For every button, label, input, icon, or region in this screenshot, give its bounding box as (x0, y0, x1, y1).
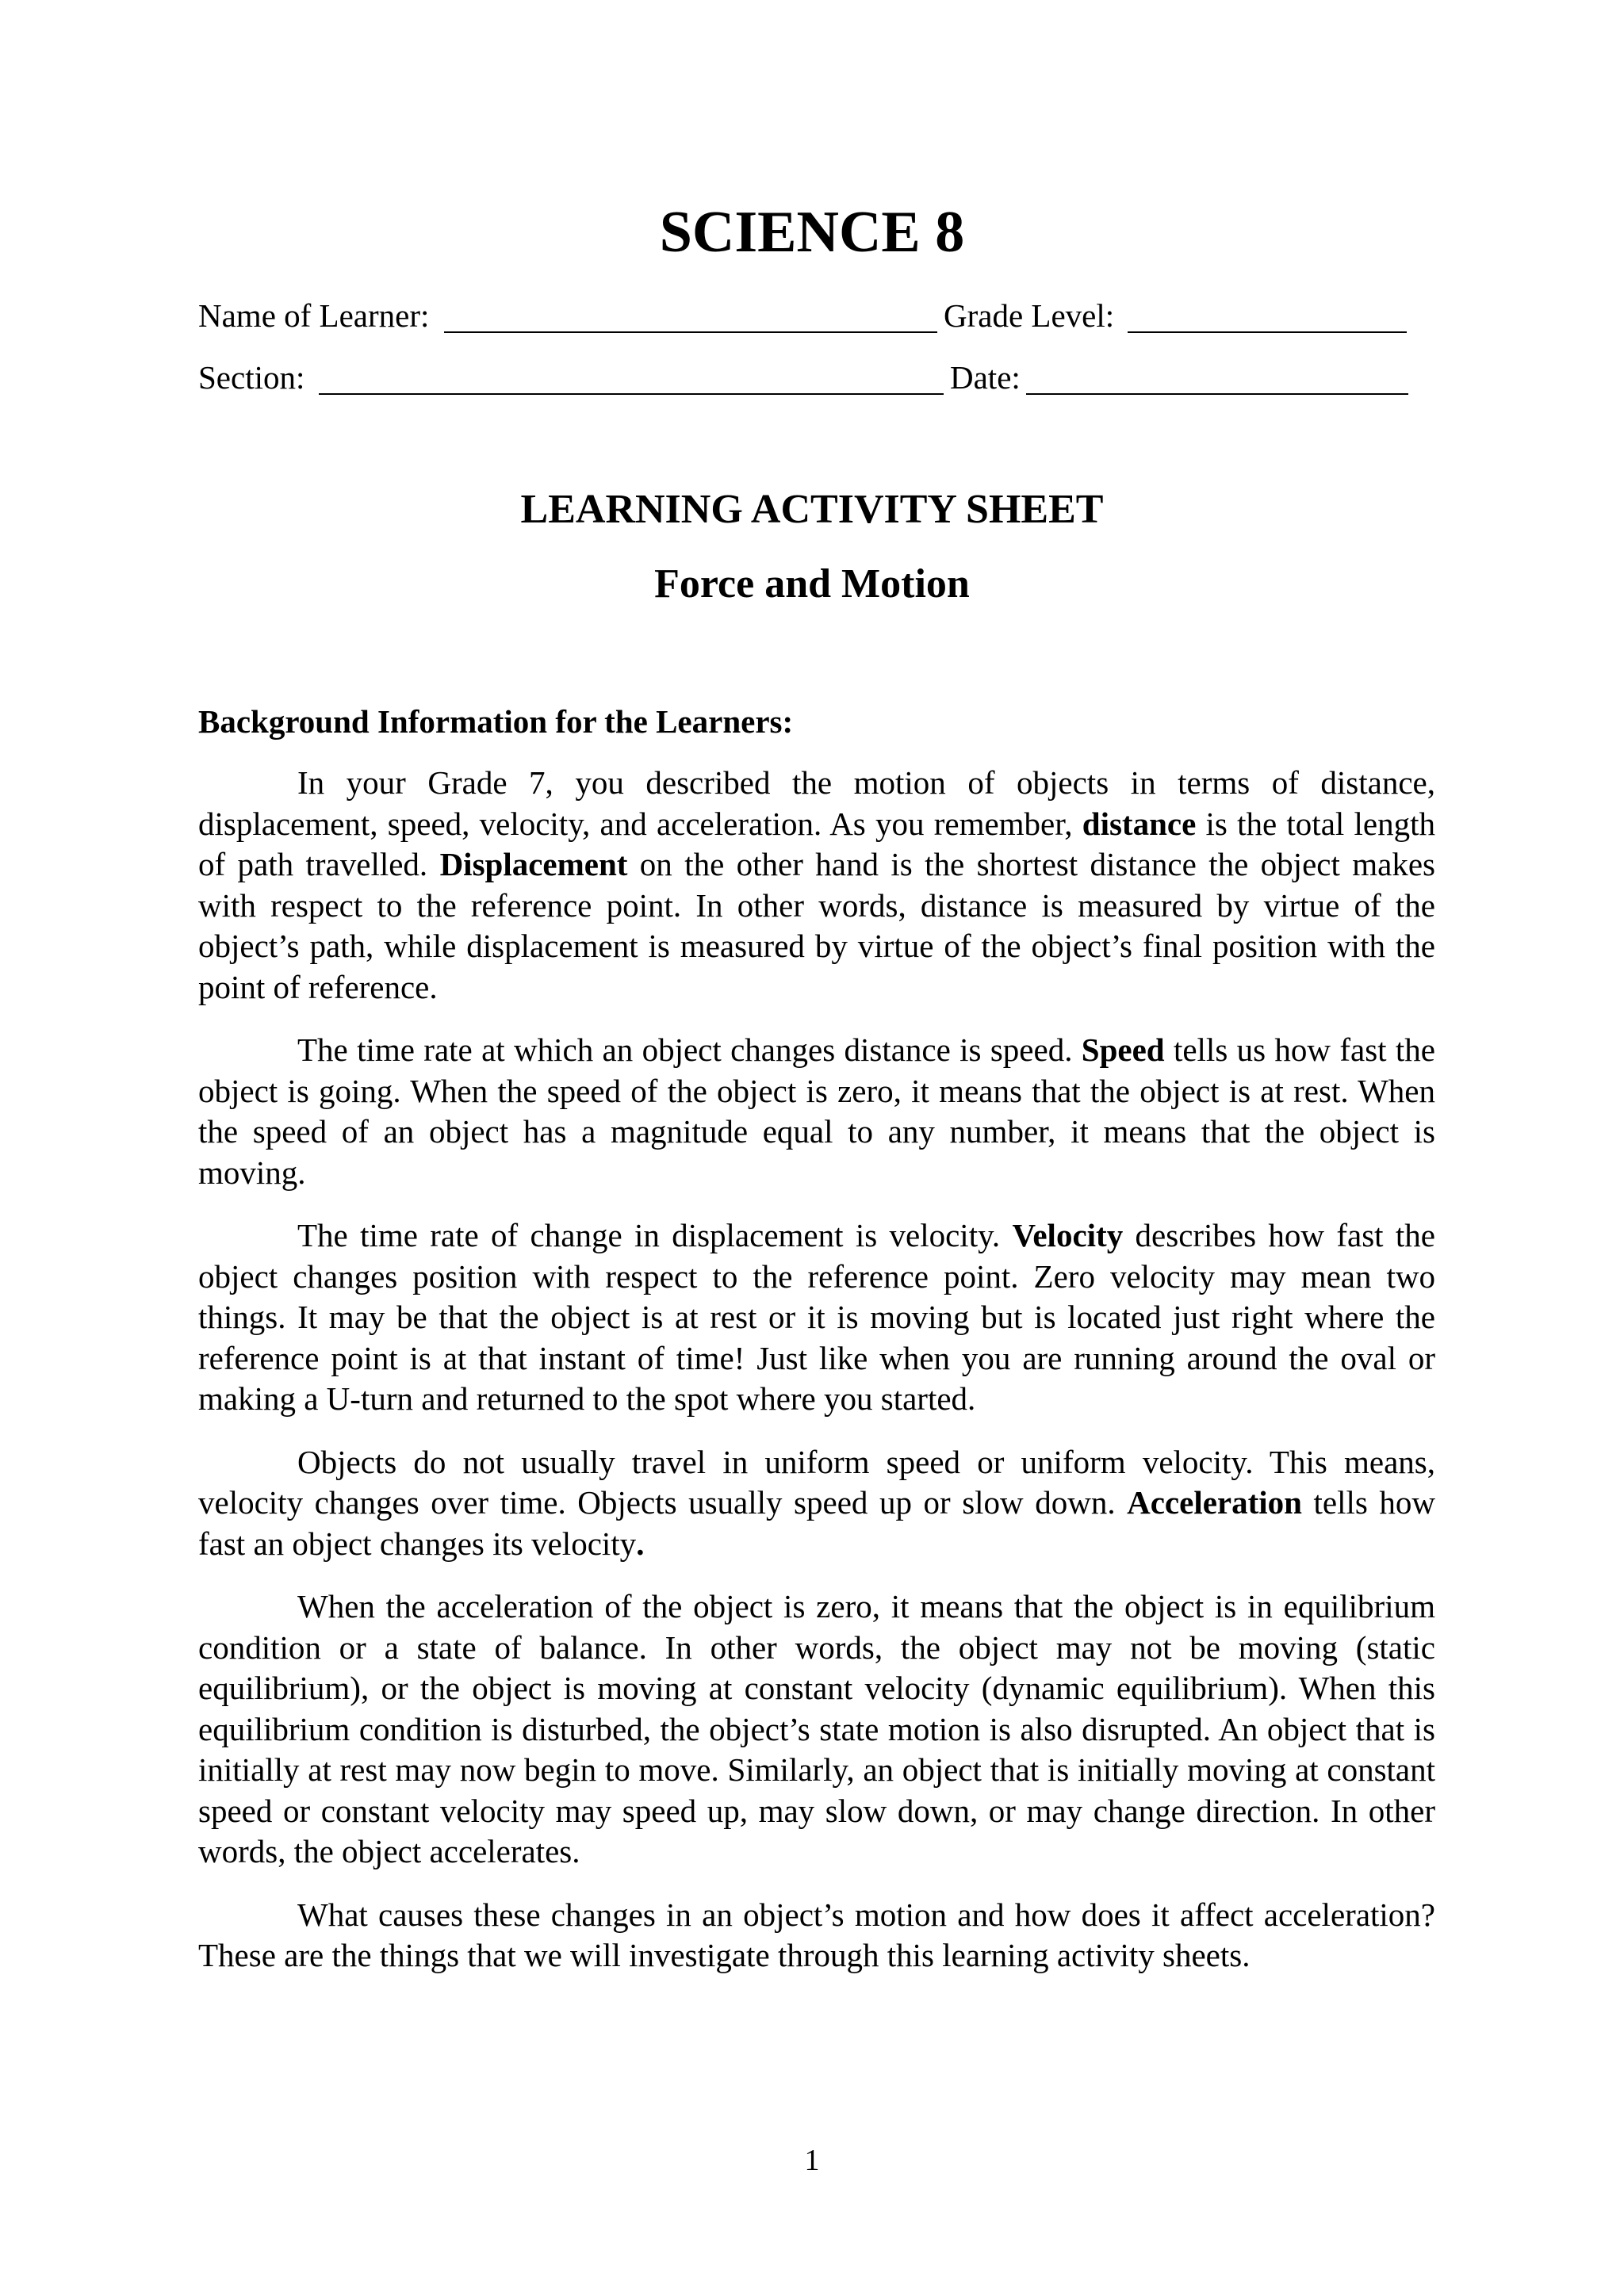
section-label: Section: (198, 359, 305, 396)
background-heading: Background Information for the Learners: (198, 703, 794, 740)
paragraph-text: Objects do not usually travel in uniform speed or uniform velocity. This means, velocity changes over time. Objects usually speed up or slow down. (198, 1443, 1435, 1521)
document-title: SCIENCE 8 (659, 200, 965, 265)
name-of-learner-blank[interactable] (444, 331, 937, 333)
paragraph-text: The time rate at which an object changes distance is speed. (297, 1031, 1082, 1068)
bold-period: . (636, 1525, 645, 1562)
paragraph-equilibrium: When the acceleration of the object is zero, it means that the object is in equilibrium condition or a state of balance. In other words, the object may not be moving (static equilibrium), or the object is moving at constant velocity (dynamic equilibrium). When this equilibrium condition is disturbed, the object’s state motion is also disrupted. An object that is initially at rest may now begin to move. Similarly, an object that is initially moving at constant speed or constant velocity may speed up, may slow down, or may change direction. In other words, the object accelerates. (198, 1588, 1435, 1869)
paragraph-investigation: What causes these changes in an object’s motion and how does it affect acceleration? These are the things that we will investigate through this learning activity sheets. (198, 1896, 1435, 1973)
learning-activity-sheet-heading: LEARNING ACTIVITY SHEET (520, 487, 1104, 532)
paragraph-text: tells us how fast the object is going. When the speed of the object is zero, it means that the object is at rest. When the speed of an object has a magnitude equal to any number, it means that the object is moving. (198, 1031, 1435, 1191)
paragraph-text: The time rate of change in displacement is velocity. (297, 1217, 1013, 1253)
paragraph-velocity (198, 1215, 1435, 1420)
term-acceleration: Acceleration (1127, 1484, 1302, 1521)
paragraph-text: describes how fast the object changes position with respect to the reference point. Zero velocity may mean two things. It may be that the object is at rest or it is moving but is located just right where the reference point is at that instant of time! Just like when you are running around the oval or making a U-turn and returned to the spot where you started. (198, 1217, 1435, 1417)
term-velocity: Velocity (1012, 1217, 1124, 1253)
term-distance: distance (1082, 805, 1197, 842)
paragraph-acceleration (198, 1442, 1435, 1565)
learner-info-row (198, 292, 1419, 339)
page-number: 1 (804, 2144, 820, 2177)
date-label: Date: (950, 359, 1021, 396)
grade-level-label: Grade Level: (944, 297, 1115, 334)
section-blank[interactable] (319, 393, 944, 395)
paragraph-text: is the total length of path travelled. (198, 805, 1435, 882)
section-date-row (198, 354, 1419, 401)
term-displacement: Displacement (439, 846, 628, 882)
paragraph-distance-displacement (198, 763, 1435, 1008)
date-blank[interactable] (1026, 393, 1408, 395)
term-speed: Speed (1081, 1031, 1165, 1068)
paragraph-text: tells how fast an object changes its velocity (198, 1484, 1436, 1562)
grade-level-blank[interactable] (1128, 331, 1407, 333)
paragraph-speed (198, 1030, 1435, 1193)
paragraph-text: on the other hand is the shortest distance the object makes with respect to the reference point. In other words, distance is measured by virtue of the object’s path, while displacement is measured by virtue of the object’s final position with the point of reference. (198, 846, 1435, 1005)
paragraph-text: In your Grade 7, you described the motion of objects in terms of distance, displacement, speed, velocity, and acceleration. As you remember, (198, 764, 1435, 842)
background-section (198, 698, 1435, 1999)
name-of-learner-label: Name of Learner: (198, 297, 430, 334)
topic-heading: Force and Motion (654, 561, 970, 607)
